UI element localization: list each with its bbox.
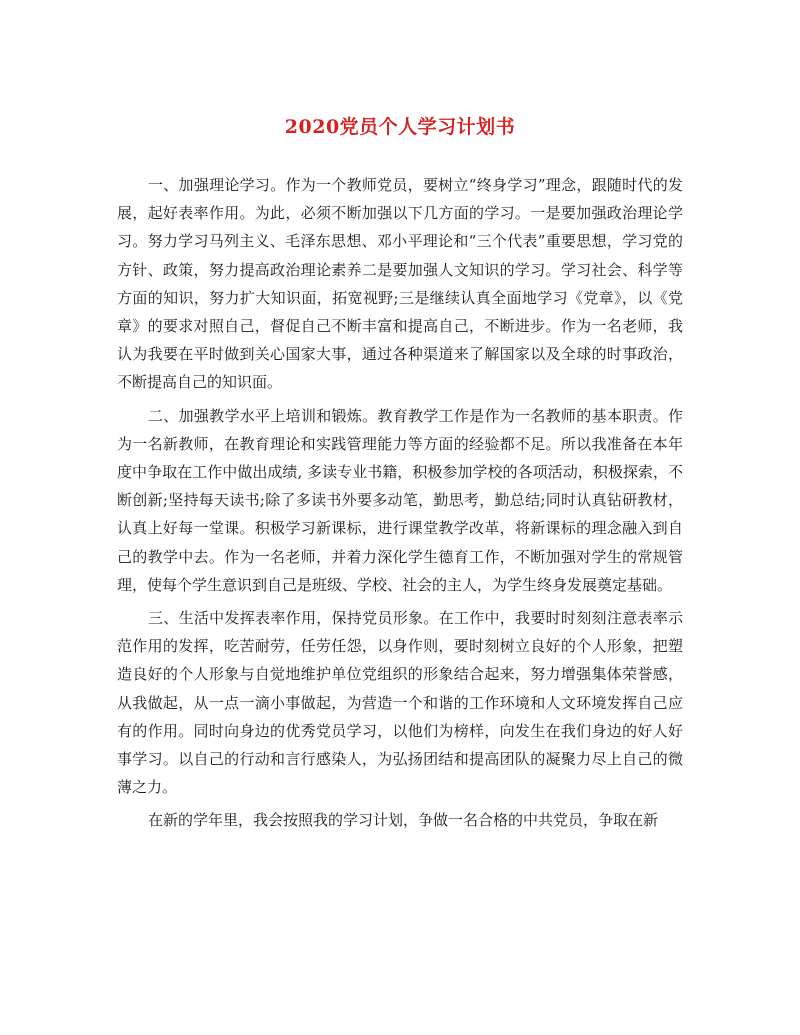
paragraph-new-year-plan: 在新的学年里，我会按照我的学习计划，争做一名合格的中共党员，争取在新 — [148, 811, 659, 830]
document-title: 2020党员个人学习计划书 — [284, 116, 516, 138]
paragraph-role-model: 三、生活中发挥表率作用，保持党员形象。在工作中，我要时时刻刻注意表率示范作用的发挥，吃苦耐劳，任劳任怨，以身作则，要时刻树立良好的个人形象，把塑造良好的个人形象与自觉地维护单位党组织的形象结合起来，努力增强集体荣誉感，从我做起，从一点一滴小事做起，为营造一个和谐的工作环境和人文环境发挥自己应有的作用。同时向身边的优秀党员学习，以他们为榜样，向发生在我们身边的好人好事学习。以自己的行动和言行感染人，为弘扬团结和提高团队的凝聚力尽上自己的微薄之力。 — [117, 609, 683, 797]
paragraph-teaching-training: 二、加强教学水平上培训和锻炼。教育教学工作是作为一名教师的基本职责。作为一名新教师，在教育理论和实践管理能力等方面的经验都不足。所以我准备在本年度中争取在工作中做出成绩, 多读专业书籍，积极参加学校的各项活动，积极探索，不断创新;坚持每天读书;除了多读书外要多动笔，勤思考，勤总结;同时认真钻研教材，认真上好每一堂课。积极学习新课标，进行课堂教学改革，将新课标的理念融入到自己的教学中去。作为一名老师，并着力深化学生德育工作，不断加强对学生的常规管理，使每个学生意识到自己是班级、学校、社会的主人，为学生终身发展奠定基础。 — [117, 406, 683, 594]
document-body — [117, 171, 683, 840]
paragraph-theory-study: 一、加强理论学习。作为一个教师党员，要树立“终身学习”理念，跟随时代的发展，起好表率作用。为此，必须不断加强以下几方面的学习。一是要加强政治理论学习。努力学习马列主义、毛泽东思想、邓小平理论和“三个代表”重要思想，学习党的方针、政策，努力提高政治理论素养二是要加强人文知识的学习。学习社会、科学等方面的知识，努力扩大知识面，拓宽视野;三是继续认真全面地学习《党章》，以《党章》的要求对照自己，督促自己不断丰富和提高自己，不断进步。作为一名老师，我认为我要在平时做到关心国家大事，通过各种渠道来了解国家以及全球的时事政治，不断提高自己的知识面。 — [117, 176, 683, 392]
